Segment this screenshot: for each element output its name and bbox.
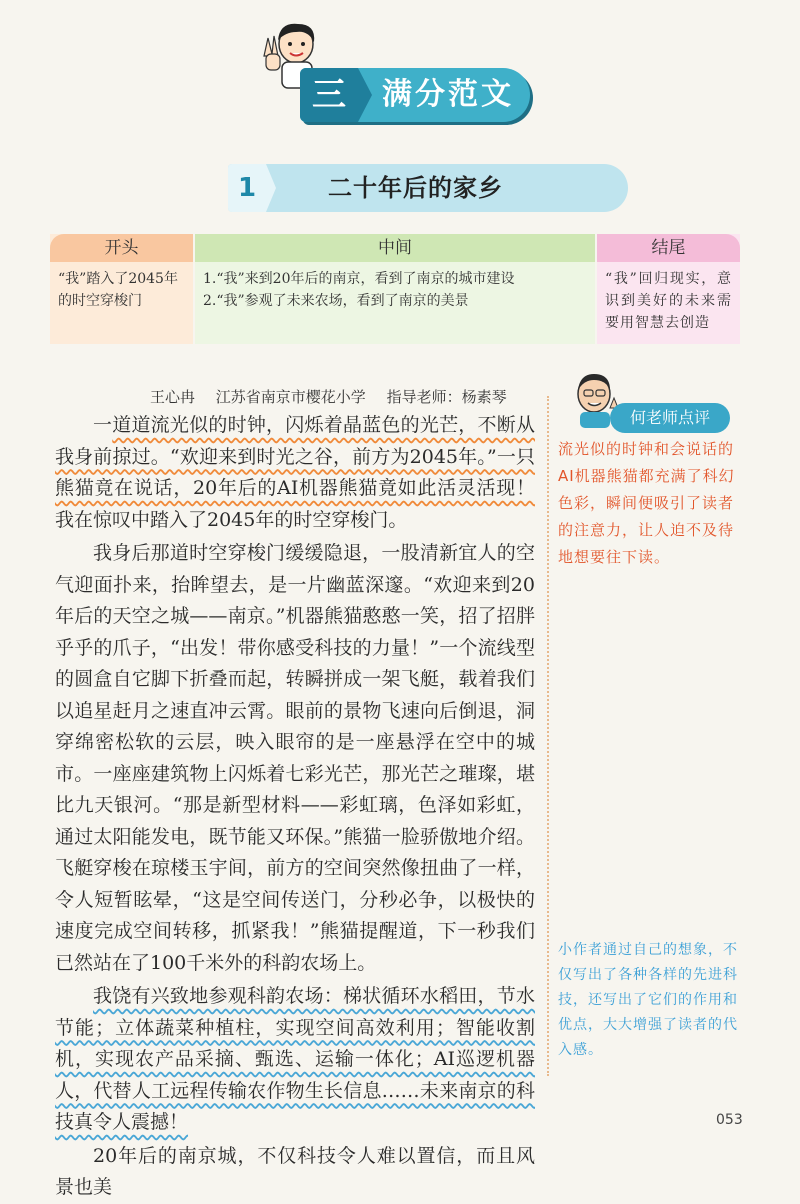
essay-title-bar [228, 164, 628, 212]
comment-2: 小作者通过自己的想象，不仅写出了各种各样的先进科技，还写出了它们的作用和优点，大大增强了读者的代入感。 [558, 942, 738, 1058]
comment-tag: 何老师点评 [610, 403, 730, 433]
structure-start [50, 234, 193, 344]
structure-middle-item: 2.“我”参观了未来农场，看到了南京的美景 [203, 293, 469, 309]
author-school: 江苏省南京市樱花小学 [215, 388, 366, 406]
structure-start-text: “我”踏入了2045年的时空穿梭门 [58, 271, 178, 309]
page-number: 053 [716, 1112, 743, 1128]
structure-end-text: “我”回归现实，意识到美好的未来需要用智慧去创造 [605, 271, 732, 331]
comment-divider [547, 396, 549, 1076]
banner-chevron-icon [358, 68, 372, 122]
essay-paragraph-2: 我身后那道时空穿梭门缓缓隐退，一股清新宜人的空气迎面扑来，抬眸望去，是一片幽蓝深邃。“欢迎来到20年后的天空之城——南京。”机器熊猫憨憨一笑，招了招胖乎乎的爪子，“出发！带你感受科技的力量！”一个流线型的圆盒自它脚下折叠而起，转瞬拼成一架飞艇，载着我们以追星赶月之速直冲云霄。眼前的景物飞速向后倒退，洞穿绵密松软的云层，映入眼帘的是一座悬浮在空中的城市。一座座建筑物上闪烁着七彩光芒，那光芒之璀璨，堪比九天银河。“那是新型材料——彩虹璃，色泽如彩虹，通过太阳能发电，既节能又环保。”熊猫一脸骄傲地介绍。飞艇穿梭在琼楼玉宇间，前方的空间突然像扭曲了一样，令人短暂眩晕，“这是空间传送门，分秒必争，以极快的速度完成空间转移，抓紧我！”熊猫提醒道，下一秒我们已然站在了100千米外的科韵农场上。 [55, 542, 535, 974]
essay-paragraph-1 [55, 410, 535, 536]
essay-number: 1 [228, 164, 266, 212]
structure-start-label: 开头 [50, 234, 193, 262]
essay-p1-highlight: 道道流光似的时钟，闪烁着晶蓝色的光芒，不断从我身前掠过。“欢迎来到时光之谷，前方为2045年。”一只熊猫竟在说话，20年后的AI机器熊猫竟如此活灵活现！ [55, 414, 535, 499]
author-teacher: 指导老师：杨素琴 [386, 388, 507, 406]
essay-body [55, 410, 535, 1204]
structure-end-label: 结尾 [597, 234, 740, 262]
essay-p1-start: 一 [93, 414, 113, 436]
structure-middle-label: 中间 [195, 234, 595, 262]
essay-title: 二十年后的家乡 [328, 173, 503, 202]
essay-paragraph-3 [55, 981, 535, 1139]
banner-number: 三 [300, 68, 358, 122]
essay-p3-highlight: 我饶有兴致地参观科韵农场：梯状循环水稻田，节水节能；立体蔬菜种植柱，实现空间高效利用；智能收割机，实现农产品采摘、甄选、运输一体化；AI巡逻机器人，代替人工远程传输农作物生长信息……未来南京的科技真令人震撼！ [55, 985, 535, 1133]
comment-1: 流光似的时钟和会说话的AI机器熊猫都充满了科幻色彩，瞬间便吸引了读者的注意力，让人迫不及待地想要往下读。 [558, 440, 735, 566]
section-banner [300, 68, 530, 122]
author-line [150, 386, 523, 407]
essay-p1-end: 我在惊叹中踏入了2045年的时空穿梭门。 [55, 508, 408, 531]
title-chevron-icon [266, 164, 276, 212]
structure-middle [195, 234, 595, 344]
banner-title: 满分范文 [382, 77, 514, 112]
structure-middle-item: 1.“我”来到20年后的南京，看到了南京的城市建设 [203, 271, 515, 287]
essay-paragraph-4: 20年后的南京城，不仅科技令人难以置信，而且风景也美 [55, 1144, 535, 1198]
author-name: 王心冉 [150, 388, 196, 406]
structure-end [597, 234, 740, 344]
